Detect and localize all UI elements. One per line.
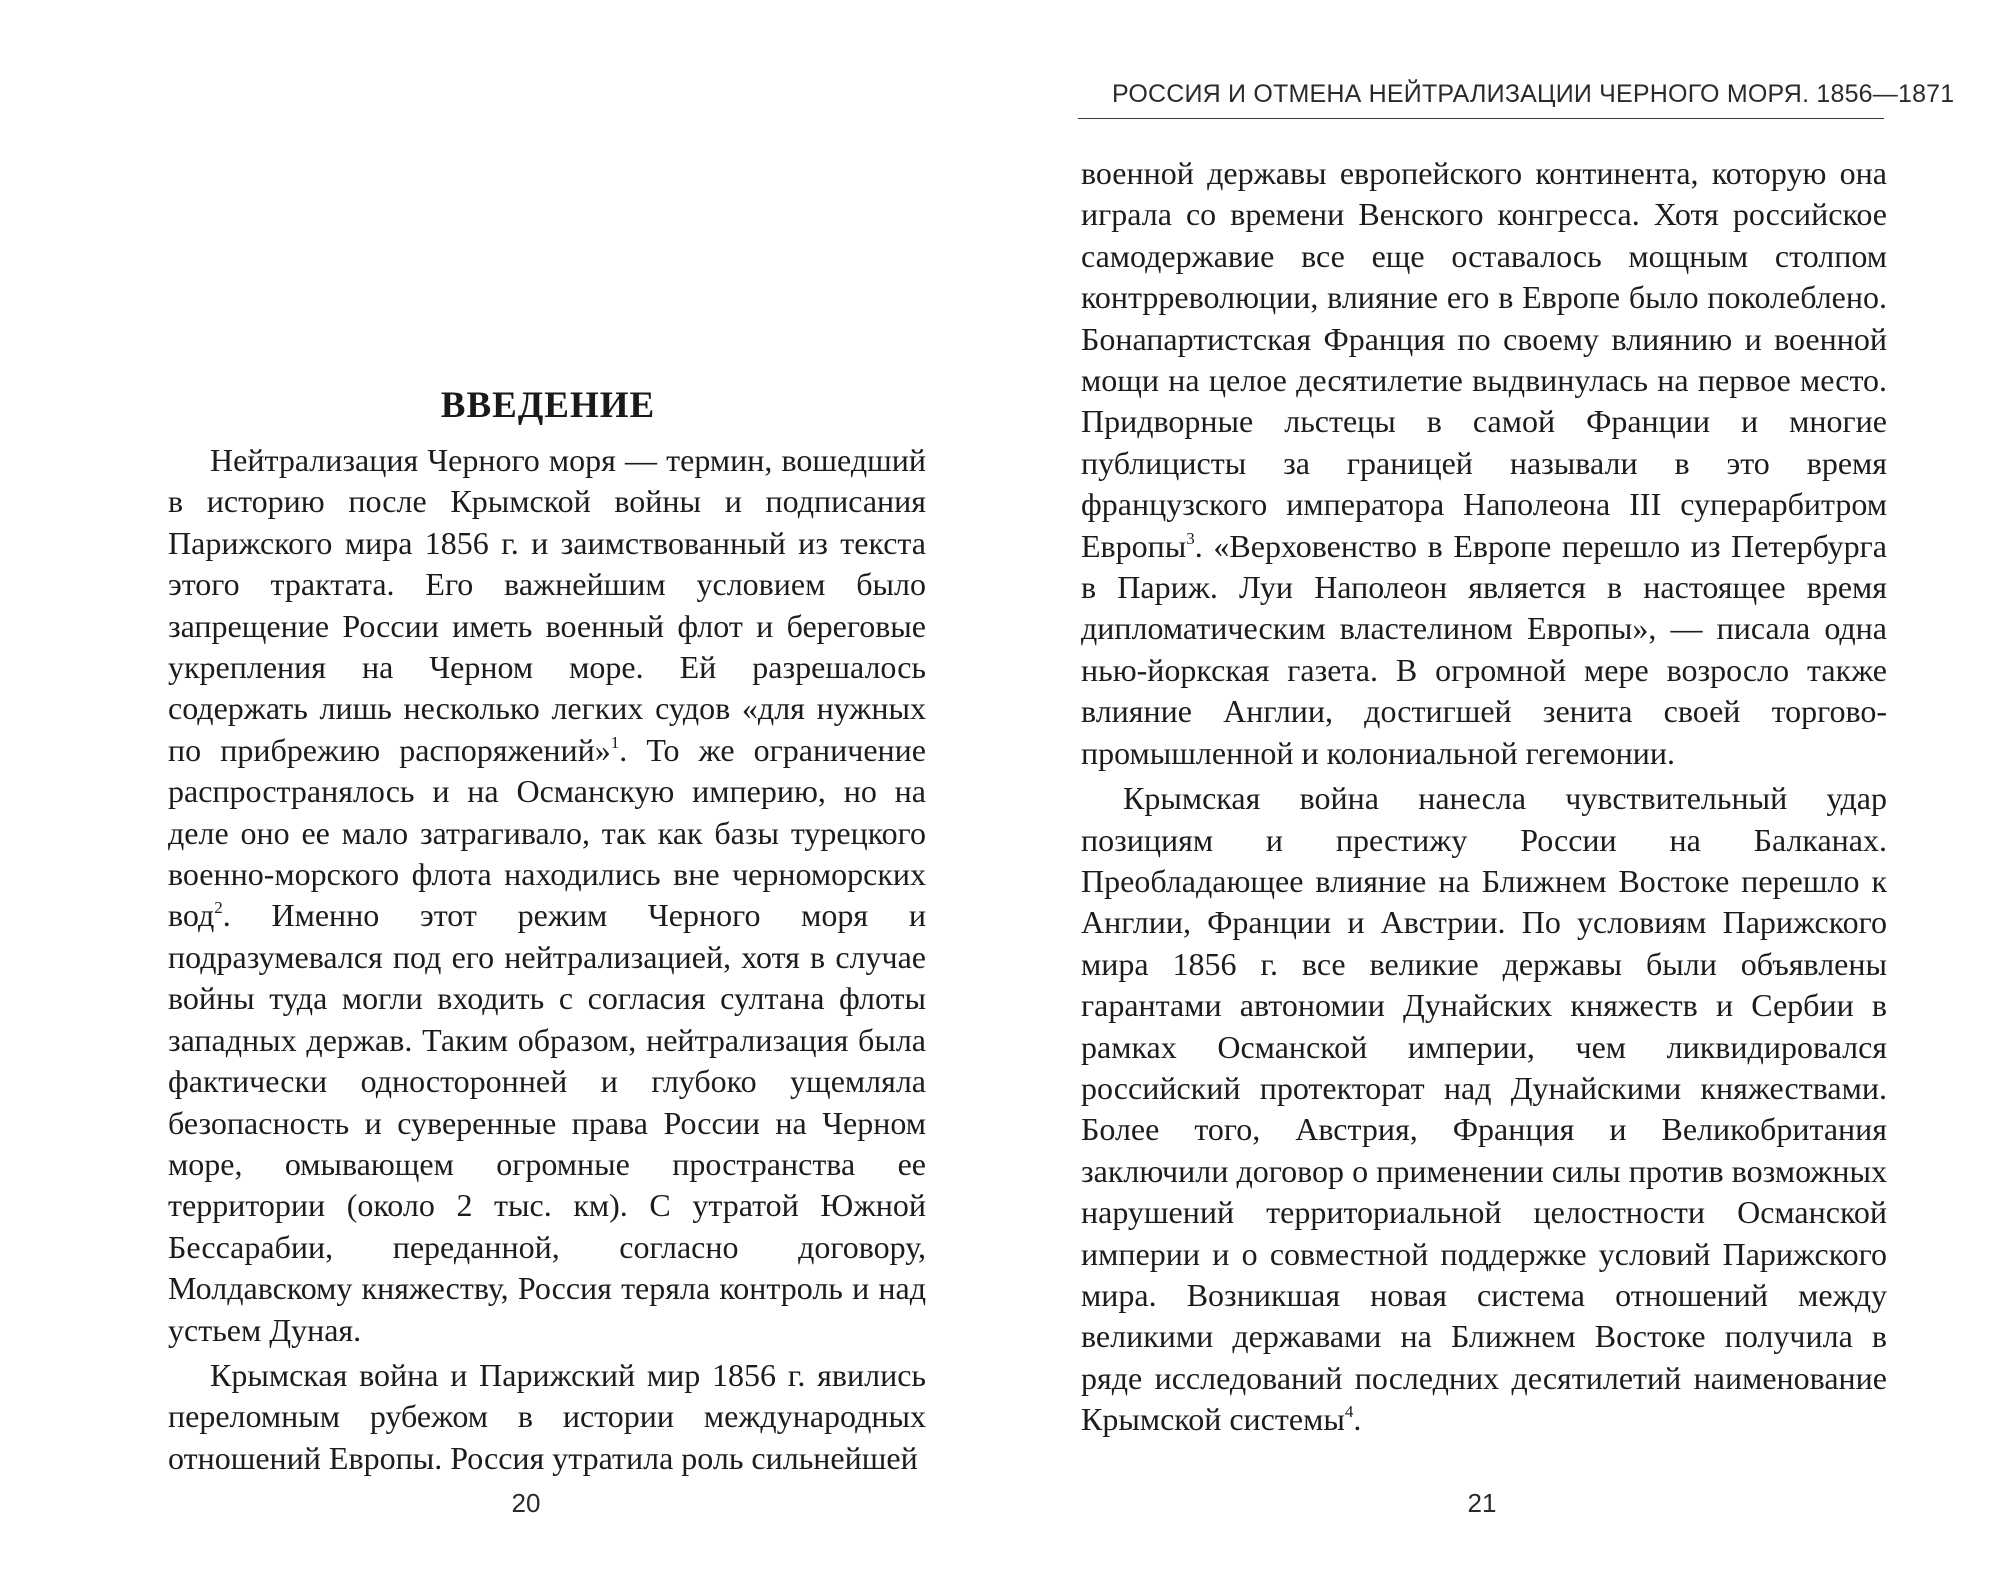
paragraph-text: Крымская война и Парижский мир 1856 г. явились переломным рубежом в истории международных отношений Европы. Россия утратила роль сильнейшей (168, 1356, 926, 1476)
footnote-marker: 4 (1344, 1402, 1354, 1422)
page-number: 21 (1467, 1488, 1497, 1518)
left-page-text (168, 440, 926, 1479)
paragraph-text: . Именно этот режим Черного моря и подразумевался под его нейтрализацией, хотя в случае войны туда могли входить с согласия султана флоты западных держав. Таким образом, нейтрализация была фактически односторонней и глубоко ущемляла безопасность и суверенные права России на Черном море, омывающем огромные пространства ее территории (около 2 тыс. км). С утратой Южной Бессарабии, переданной, согласно договору, Молдавскому княжеству, Россия теряла контроль и над устьем Дуная. (168, 897, 926, 1348)
paragraph (1081, 778, 1887, 1441)
paragraph (168, 1355, 926, 1479)
running-header: РОССИЯ И ОТМЕНА НЕЙТРАЛИЗАЦИИ ЧЕРНОГО МОРЯ. 1856—1871 (1112, 80, 1955, 108)
paragraph-text: . (1353, 1401, 1362, 1438)
paragraph-text: Крымская война нанесла чувствительный удар позициям и престижу России на Балканах. Преобладающее влияние на Ближнем Востоке перешло к Англии, Франции и Австрии. По условиям Парижского мира 1856 г. все великие державы были объявлены гарантами автономии Дунайских княжеств и Сербии в рамках Османской империи, чем ликвидировался российский протекторат над Дунайскими княжествами. Более того, Австрия, Франция и Великобритания заключили договор о применении силы против возможных нарушений территориальной целостности Османской империи и о совместной поддержке условий Парижского мира. Возникшая новая система отношений между великими державами на Ближнем Востоке получила в ряде исследований последних десятилетий наименование Крымской системы (1081, 780, 1887, 1438)
paragraph (168, 440, 926, 1351)
page-number: 20 (511, 1488, 541, 1518)
header-divider (1078, 118, 1884, 119)
footnote-marker: 3 (1186, 528, 1195, 548)
paragraph-text: . «Верховенство в Европе перешло из Петербурга в Париж. Луи Наполеон является в настоящее время дипломатическим властелином Европы», — писала одна нью-йоркская газета. В огромной мере возросло также влияние Англии, достигшей зенита своей торгово-промышленной и колониальной гегемонии. (1081, 527, 1887, 771)
right-page-text (1081, 153, 1887, 1441)
paragraph-text: Нейтрализация Черного моря — термин, вошедший в историю после Крымской войны и подписания Парижского мира 1856 г. и заимствованный из текста этого трактата. Его важнейшим условием было запрещение России иметь военный флот и береговые укрепления на Черном море. Ей разрешалось содержать лишь несколько легких судов «для нужных по прибрежию распоряжений» (168, 442, 926, 768)
footnote-marker: 2 (214, 898, 223, 918)
paragraph-text: . То же ограничение распространялось и на Османскую империю, но на деле оно ее мало затрагивало, так как базы турецкого военно-морского флота находились вне черноморских вод (168, 731, 926, 934)
right-page (1000, 0, 2000, 1590)
paragraph-text: военной державы европейского континента, которую она играла со времени Венского конгресса. Хотя российское самодержавие все еще оставалось мощным столпом контрреволюции, влияние его в Европе было поколеблено. Бонапартистская Франция по своему влиянию и военной мощи на целое десятилетие выдвинулась на первое место. Придворные льстецы в самой Франции и многие публицисты за границей называли в это время французского императора Наполеона III суперарбитром Европы (1081, 155, 1887, 564)
chapter-title: ВВЕДЕНИЕ (440, 385, 656, 426)
paragraph (1081, 153, 1887, 774)
footnote-marker: 1 (610, 732, 620, 752)
